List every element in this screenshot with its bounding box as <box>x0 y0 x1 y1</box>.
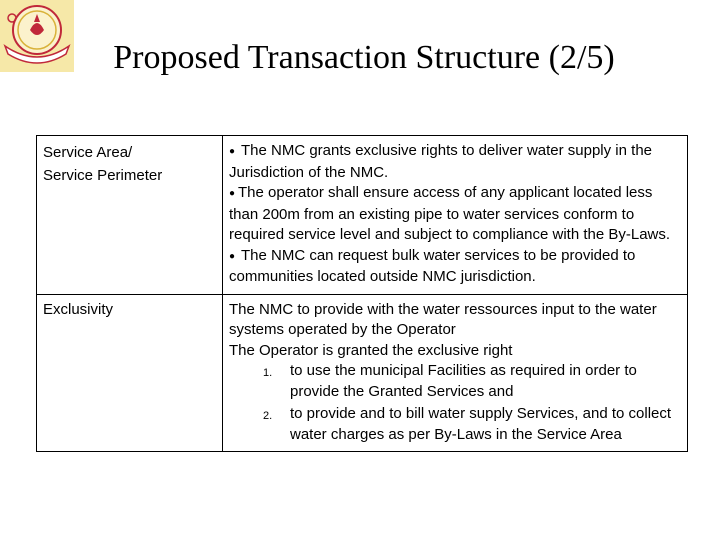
bullet-dot-icon: ● <box>229 146 236 157</box>
bullet-item <box>229 183 679 246</box>
list-item-text: to provide and to bill water supply Services, and to collect water charges as per By-Laws in the Service Area <box>290 405 672 443</box>
bullet-dot-icon: ● <box>229 188 236 199</box>
content-paragraph: The Operator is granted the exclusive right <box>229 341 513 359</box>
bullet-dot-icon: ● <box>229 250 236 262</box>
table-row-exclusivity <box>37 294 688 452</box>
row-label-cell <box>37 136 223 295</box>
list-item-text: to use the municipal Facilities as required in order to provide the Granted Services and <box>290 362 637 400</box>
bullet-item <box>229 246 679 288</box>
bullet-text: The NMC can request bulk water services to be provided to communities located outside NMC jurisdiction. <box>229 246 636 285</box>
list-item-number: 1. <box>263 367 273 379</box>
content-paragraph: The NMC to provide with the water ressources input to the water systems operated by the Operator <box>229 300 657 338</box>
row-label-line: Service Perimeter <box>43 167 163 184</box>
row-label-line: Service Area/ <box>43 144 133 161</box>
list-item-number: 2. <box>263 410 273 422</box>
list-item <box>229 361 679 402</box>
row-content-cell <box>223 136 688 295</box>
bullet-item <box>229 141 679 183</box>
row-label-cell <box>37 294 223 452</box>
list-item <box>229 404 679 445</box>
table-row-service-area <box>37 136 688 295</box>
row-content-cell <box>223 294 688 452</box>
transaction-structure-table <box>36 135 688 452</box>
numbered-list <box>229 361 679 445</box>
bullet-text: The operator shall ensure access of any applicant located less than 200m from an existing pipe to water services conform to required service level and subject to compliance with the By-Laws. <box>229 184 671 243</box>
bullet-text: The NMC grants exclusive rights to deliver water supply in the Jurisdiction of the NMC. <box>229 142 653 181</box>
slide-title: Proposed Transaction Structure (2/5) <box>113 39 615 76</box>
row-label-line: Exclusivity <box>43 300 114 318</box>
